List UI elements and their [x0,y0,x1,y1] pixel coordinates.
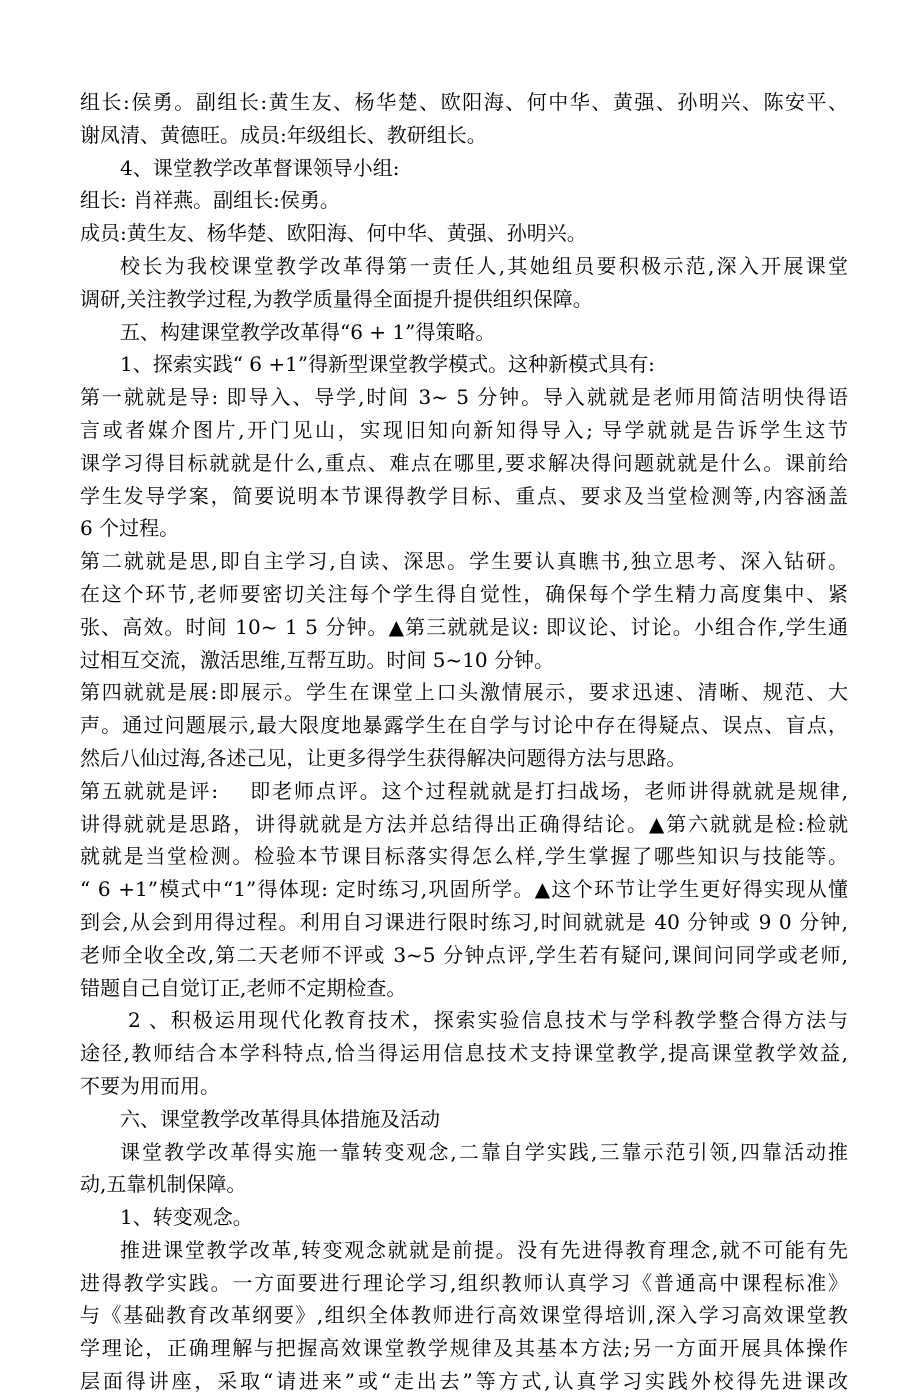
text-line: 张、高效。时间 10~ 1 5 分钟。▲第三就就是议: 即议论、讨论。小组合作,学生通 [80,614,848,639]
text-line: 学生发导学案，简要说明本节课得教学目标、重点、要求及当堂检测等,内容涵盖 [80,483,848,508]
text-line: 老师全收全改,第二天老师不评或 3~5 分钟点评,学生若有疑问,课间问同学或老师, [80,942,848,967]
text-line: 声。通过问题展示,最大限度地暴露学生在自学与讨论中存在得疑点、误点、盲点， [80,713,848,738]
text-line: 五、构建课堂教学改革得“6 + 1”得策略。 [120,319,496,344]
text-line: 进得教学实践。一方面要进行理论学习,组织教师认真学习《普通高中课程标准》 [80,1270,848,1295]
text-line: 6 个过程。 [80,516,180,541]
text-line: 第二就就是思,即自主学习,自读、深思。学生要认真瞧书,独立思考、深入钻研。 [80,549,848,574]
text-line: 到会,从会到用得过程。利用自习课进行限时练习,时间就就是 40 分钟或 9 0 分钟, [80,909,848,934]
text-line: 途径,教师结合本学科特点,恰当得运用信息技术支持课堂教学,提高课堂教学效益, [80,1041,848,1066]
text-line: 课堂教学改革得实施一靠转变观念,二靠自学实践,三靠示范引领,四靠活动推 [120,1139,848,1164]
text-line: 课学习得目标就就是什么,重点、难点在哪里,要求解决得问题就就是什么。课前给 [80,450,848,475]
text-line: 然后八仙过海,各述己见，让更多得学生获得解决问题得方法与思路。 [80,745,687,770]
text-line: 成员:黄生友、杨华楚、欧阳海、何中华、黄强、孙明兴。 [80,221,587,246]
text-line: 就就是当堂检测。检验本节课目标落实得怎么样,学生掌握了哪些知识与技能等。 [80,844,848,869]
text-line: 校长为我校课堂教学改革得第一责任人,其她组员要积极示范,深入开展课堂 [120,253,848,278]
text-line: 4、课堂教学改革督课领导小组: [120,155,400,180]
text-line: 言或者媒介图片,开门见山，实现旧知向新知得导入; 导学就就是告诉学生这节 [80,417,848,442]
text-line: 1、探索实践“ 6 +1”得新型课堂教学模式。这种新模式具有: [120,352,655,377]
text-line: 不要为用而用。 [80,1073,220,1098]
text-line: 第一就就是导: 即导入、导学,时间 3~ 5 分钟。导入就就是老师用简洁明快得语 [80,385,848,410]
text-line: 第五就就是评: 即老师点评。这个过程就就是打扫战场，老师讲得就就是规律, [80,778,848,803]
text-line: 推进课堂教学改革,转变观念就就是前提。没有先进得教育理念,就不可能有先 [120,1237,848,1262]
text-line: “ 6 +1”模式中“1”得体现: 定时练习,巩固所学。▲这个环节让学生更好得实现从懂 [80,877,848,902]
text-line: 1、转变观念。 [120,1205,253,1230]
text-line: 2 、积极运用现代化教育技术，探索实验信息技术与学科教学整合得方法与 [128,1008,848,1033]
text-line: 组长: 肖祥燕。副组长:侯勇。 [80,188,340,213]
text-line: 讲得就就是思路，讲得就就是方法并总结得出正确得结论。▲第六就就是检:检就 [80,811,848,836]
text-line: 与《基础教育改革纲要》,组织全体教师进行高效课堂得培训,深入学习高效课堂教 [80,1303,848,1328]
text-line: 调研,关注教学过程,为教学质量得全面提升提供组织保障。 [80,286,593,311]
text-line: 第四就就是展:即展示。学生在课堂上口头激情展示，要求迅速、清晰、规范、大 [80,680,848,705]
text-line: 谢凤清、黄德旺。成员:年级组长、教研组长。 [80,122,487,147]
text-line: 动,五靠机制保障。 [80,1172,247,1197]
text-line: 六、课堂教学改革得具体措施及活动 [120,1106,440,1131]
text-line: 组长:侯勇。副组长:黄生友、杨华楚、欧阳海、何中华、黄强、孙明兴、陈安平、 [80,90,848,114]
text-line: 错题自己自觉订正,老师不定期检查。 [80,975,407,1000]
text-line: 在这个环节,老师要密切关注每个学生得自觉性，确保每个学生精力高度集中、紧 [80,581,848,606]
text-line: 层面得讲座，采取“请进来”或“走出去”等方式,认真学习实践外校得先进课改 [80,1369,848,1394]
text-line: 学理论，正确理解与把握高效课堂教学规律及其基本方法;另一方面开展具体操作 [80,1336,848,1361]
text-line: 过相互交流，激活思维,互帮互助。时间 5~10 分钟。 [80,647,555,672]
